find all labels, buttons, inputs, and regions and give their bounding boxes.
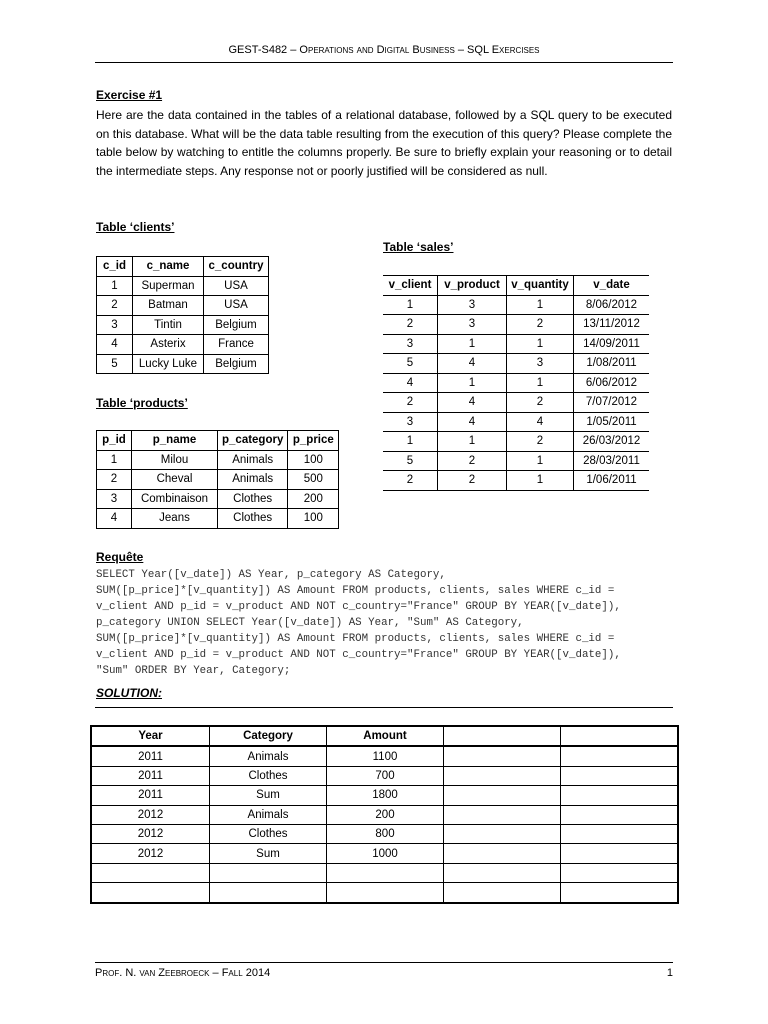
column-header [561,726,679,746]
table-cell [444,766,561,785]
sales-table-label: Table ‘sales’ [383,240,454,254]
table-row [97,489,339,509]
table-row [97,335,269,355]
column-header: Amount [327,726,444,746]
table-cell [210,863,327,882]
exercise-title: Exercise #1 [96,88,163,102]
table-cell: 2 [507,432,574,452]
header-prefix: GEST-S482 – [228,44,300,56]
products-table [96,430,339,529]
table-cell: 4 [97,509,132,529]
table-cell [327,863,444,882]
table-cell: 1 [507,334,574,354]
table-cell: 1000 [327,844,444,863]
table-header-row [383,276,649,296]
footer-author: Prof. N. van Zeebroeck – Fall 2014 [95,967,271,979]
table-cell [327,883,444,903]
table-cell: 800 [327,824,444,843]
table-cell [444,746,561,766]
table-cell: 3 [507,354,574,374]
table-row [383,373,649,393]
table-row [91,883,678,903]
sales-table [383,275,649,491]
table-cell: 3 [383,412,438,432]
table-row [383,412,649,432]
table-cell: 5 [97,354,133,374]
table-cell: 1/06/2011 [574,471,650,491]
table-cell [561,844,679,863]
table-cell: 4 [438,354,507,374]
table-cell: Tintin [133,315,204,335]
table-cell: Animals [210,746,327,766]
table-row [91,863,678,882]
table-cell: 1 [507,471,574,491]
column-header: c_country [204,257,269,277]
table-cell: 3 [438,315,507,335]
table-cell: 2012 [91,824,210,843]
table-cell: 13/11/2012 [574,315,650,335]
table-cell [91,883,210,903]
table-cell: 26/03/2012 [574,432,650,452]
table-cell: 1 [438,334,507,354]
table-cell: 2 [97,296,133,316]
table-cell: 2011 [91,786,210,805]
table-cell [561,883,679,903]
table-header-row [97,257,269,277]
table-cell: 5 [383,451,438,471]
column-header: v_date [574,276,650,296]
table-cell: 2011 [91,766,210,785]
column-header: p_id [97,431,132,451]
table-cell: 1 [383,432,438,452]
table-cell: 3 [97,489,132,509]
table-header-row [97,431,339,451]
table-cell: 1 [383,295,438,315]
table-cell: 100 [288,509,339,529]
table-header-row [91,726,678,746]
table-cell: Sum [210,786,327,805]
table-cell: Combinaison [132,489,218,509]
table-cell: 2 [97,470,132,490]
table-cell: 2012 [91,844,210,863]
table-row [97,450,339,470]
table-cell: 4 [438,393,507,413]
table-cell: 3 [383,334,438,354]
table-cell [561,746,679,766]
table-cell [210,883,327,903]
header-mid: – SQL [454,44,492,56]
column-header: c_name [133,257,204,277]
table-cell: Clothes [210,824,327,843]
table-cell: Cheval [132,470,218,490]
table-cell: 5 [383,354,438,374]
table-cell [444,863,561,882]
page-number: 1 [666,967,673,979]
column-header: p_category [218,431,288,451]
table-row [383,471,649,491]
table-cell: 1 [438,373,507,393]
table-cell: France [204,335,269,355]
table-cell: 4 [507,412,574,432]
table-row [97,276,269,296]
table-cell: Animals [210,805,327,824]
table-cell: 1 [438,432,507,452]
table-cell: 7/07/2012 [574,393,650,413]
table-cell: 100 [288,450,339,470]
table-cell: Sum [210,844,327,863]
table-cell: 2 [438,451,507,471]
table-cell [561,805,679,824]
table-cell: 1 [97,276,133,296]
table-cell [444,844,561,863]
table-row [97,296,269,316]
clients-table [96,256,269,374]
table-cell [444,824,561,843]
table-cell: Clothes [210,766,327,785]
table-row [383,334,649,354]
table-row [383,354,649,374]
table-cell: 2 [383,315,438,335]
column-header: Year [91,726,210,746]
column-header: c_id [97,257,133,277]
table-cell [561,766,679,785]
column-header: v_client [383,276,438,296]
solution-divider [95,707,673,708]
sql-query: SELECT Year([v_date]) AS Year, p_category AS Category, SUM([p_price]*[v_quantity]) AS Amount FROM products, clients, sales WHERE c_id = v_client AND p_id = v_product AND NOT c_country="France" GROUP BY YEAR([v_date]), p_category UNION SELECT Year([v_date]) AS Year, "Sum" AS Category, SUM([p_price]*[v_quantity]) AS Amount FROM products, clients, sales WHERE c_id = v_client AND p_id = v_product AND NOT c_country="France" GROUP BY YEAR([v_date]), "Sum" ORDER BY Year, Category; [96,569,621,677]
column-header: p_price [288,431,339,451]
table-cell: 1 [507,451,574,471]
table-cell: 2012 [91,805,210,824]
table-cell: 2011 [91,746,210,766]
page-header [95,44,673,63]
table-cell: Clothes [218,509,288,529]
table-cell: 2 [507,315,574,335]
solution-table [90,725,679,904]
table-row [91,844,678,863]
table-cell: USA [204,276,269,296]
requete-title: Requête [96,550,144,564]
table-cell: 4 [383,373,438,393]
table-row [97,354,269,374]
table-row [97,509,339,529]
table-row [91,824,678,843]
table-cell: USA [204,296,269,316]
table-cell [444,805,561,824]
table-cell: 200 [288,489,339,509]
table-cell: 2 [438,471,507,491]
table-cell: Batman [133,296,204,316]
table-cell: 8/06/2012 [574,295,650,315]
table-row [383,295,649,315]
table-cell: 4 [97,335,133,355]
table-cell: Animals [218,470,288,490]
column-header: v_quantity [507,276,574,296]
column-header: Category [210,726,327,746]
table-cell: Lucky Luke [133,354,204,374]
table-cell [561,786,679,805]
table-cell: 1800 [327,786,444,805]
table-row [383,315,649,335]
header-course-title: Operations and Digital Business [299,44,455,56]
table-row [91,786,678,805]
table-cell: Clothes [218,489,288,509]
table-cell: Superman [133,276,204,296]
table-row [383,451,649,471]
table-row [97,470,339,490]
table-cell: Asterix [133,335,204,355]
table-row [91,766,678,785]
table-cell: 1/08/2011 [574,354,650,374]
table-cell: 1100 [327,746,444,766]
table-cell: 2 [383,393,438,413]
products-table-label: Table ‘products’ [96,396,188,410]
table-row [97,315,269,335]
table-cell: 28/03/2011 [574,451,650,471]
column-header: p_name [132,431,218,451]
column-header [444,726,561,746]
table-cell [444,883,561,903]
table-cell: 700 [327,766,444,785]
table-cell: 200 [327,805,444,824]
table-cell: Belgium [204,315,269,335]
table-row [91,746,678,766]
solution-title: SOLUTION: [96,686,162,700]
table-cell: 1 [507,373,574,393]
table-cell: 3 [438,295,507,315]
table-cell: 14/09/2011 [574,334,650,354]
header-exercises: Exercises [491,44,540,56]
table-cell: Jeans [132,509,218,529]
table-cell [91,863,210,882]
table-cell: 1 [507,295,574,315]
table-row [383,393,649,413]
table-cell: Belgium [204,354,269,374]
table-cell: 1/05/2011 [574,412,650,432]
table-cell: 1 [97,450,132,470]
table-cell: 2 [383,471,438,491]
table-cell: 500 [288,470,339,490]
table-cell: 3 [97,315,133,335]
table-cell: 2 [507,393,574,413]
table-row [383,432,649,452]
column-header: v_product [438,276,507,296]
clients-table-label: Table ‘clients’ [96,220,175,234]
table-cell: Animals [218,450,288,470]
table-cell: Milou [132,450,218,470]
page-footer [95,962,673,979]
table-row [91,805,678,824]
table-cell [444,786,561,805]
table-cell [561,863,679,882]
table-cell [561,824,679,843]
table-cell: 6/06/2012 [574,373,650,393]
exercise-intro: Here are the data contained in the tables of a relational database, followed by a SQL query to be executed on this database. What will be the data table resulting from the execution of this query? Please complete the table below by watching to entitle the columns properly. Be sure to briefly explain your reasoning or to detail the intermediate steps. Any response not or poorly justified will be considered as null. [96,108,672,178]
table-cell: 4 [438,412,507,432]
